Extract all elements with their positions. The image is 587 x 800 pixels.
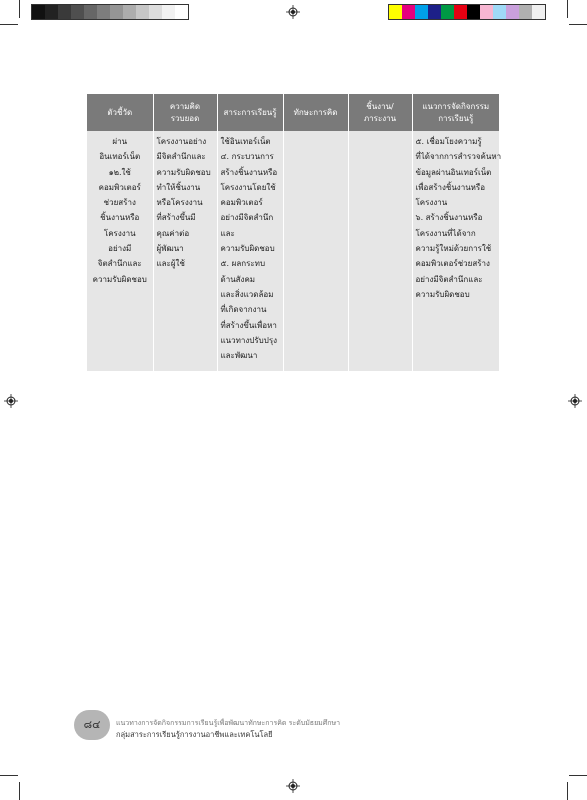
grayscale-registration-bar xyxy=(31,4,189,20)
cell-line: มีจิตสำนึกและ xyxy=(156,152,206,162)
cell-line: ใช้อินเทอร์เน็ต xyxy=(220,137,271,146)
color-swatch xyxy=(441,5,454,19)
grayscale-swatch xyxy=(149,5,162,19)
header-activities xyxy=(412,94,499,131)
grayscale-swatch xyxy=(97,5,110,19)
cell-line: ๑๒.ใช้ xyxy=(108,167,131,177)
color-swatch xyxy=(389,5,402,19)
cell-line: ที่สร้างขึ้นเพื่อหา xyxy=(220,320,277,330)
cell-line: ที่เกิดจากงาน xyxy=(220,305,267,315)
registration-mark-left-icon xyxy=(4,394,18,408)
cell-line: ๕. ผลกระทบ xyxy=(220,259,266,269)
color-swatch xyxy=(519,5,532,19)
grayscale-swatch xyxy=(136,5,149,19)
cell-line: ความรู้ใหม่ด้วยการใช้ xyxy=(415,244,492,254)
cell-line: คอมพิวเตอร์ช่วยสร้าง xyxy=(415,259,490,269)
cell-line: ความรับผิดชอบ xyxy=(220,244,275,254)
cell-line: ช่วยสร้าง xyxy=(103,198,136,208)
color-swatch xyxy=(454,5,467,19)
cell-line: ๖. สร้างชิ้นงานหรือ xyxy=(415,213,483,223)
cell-line: ชิ้นงานหรือ xyxy=(100,213,140,223)
header-content xyxy=(217,94,283,131)
cell-line: โครงงาน xyxy=(103,228,136,238)
cell-line: คอมพิวเตอร์ xyxy=(220,198,263,208)
color-swatch xyxy=(480,5,493,19)
cell-line: ๕. เชื่อมโยงความรู้ xyxy=(415,137,482,146)
cell-line: จิตสำนึกและ xyxy=(97,259,142,269)
cell-line: ด้านสังคม xyxy=(220,274,256,284)
cell-line: อย่างมี xyxy=(108,244,132,254)
grayscale-swatch xyxy=(84,5,97,19)
cell-line: แนวทางปรับปรุง xyxy=(220,335,278,345)
cell-line: ทักษะการคิด xyxy=(293,107,338,117)
grayscale-swatch xyxy=(45,5,58,19)
cell-line: ผ่าน xyxy=(112,137,128,146)
cell-line: โครงงานอย่าง xyxy=(156,137,207,146)
grayscale-swatch xyxy=(32,5,45,19)
cell-line: ความคิด xyxy=(169,101,201,111)
cell-line: ที่สร้างขึ้นมี xyxy=(156,213,196,223)
grayscale-swatch xyxy=(110,5,123,19)
crop-mark xyxy=(567,782,568,800)
cell-line: ๔. กระบวนการ xyxy=(220,152,274,162)
crop-mark xyxy=(0,24,18,25)
color-swatch xyxy=(493,5,506,19)
cell-concept xyxy=(153,131,217,371)
header-indicator xyxy=(87,94,153,131)
color-registration-bar xyxy=(388,4,546,20)
cell-line: การเรียนรู้ xyxy=(438,113,474,123)
crop-mark xyxy=(0,775,18,776)
cell-line: โครงงานที่ได้จาก xyxy=(415,228,476,238)
registration-mark-top-icon xyxy=(286,5,300,19)
cell-line: อย่างมีจิตสำนึก xyxy=(220,213,274,223)
cell-line: แนวการจัดกิจกรรม xyxy=(422,101,490,111)
color-swatch xyxy=(532,5,545,19)
crop-mark xyxy=(19,0,20,18)
cell-line: และผู้ใช้ xyxy=(156,259,185,269)
cell-line: อย่างมีจิตสำนึกและ xyxy=(415,274,483,284)
table-header-row xyxy=(87,94,499,131)
cell-line: อินเทอร์เน็ต xyxy=(99,152,141,162)
cell-line: ทำให้ชิ้นงาน xyxy=(156,182,201,192)
cell-line: และ xyxy=(220,228,235,238)
cell-line: ภาระงาน xyxy=(363,113,397,123)
cell-line: ความรับผิดชอบ xyxy=(92,274,147,284)
cell-line: ชิ้นงาน/ xyxy=(366,101,394,111)
cell-line: ผู้พัฒนา xyxy=(156,244,184,254)
cell-line: เพื่อสร้างชิ้นงานหรือ xyxy=(415,182,486,192)
cell-line: ข้อมูลผ่านอินเทอร์เน็ต xyxy=(415,167,492,177)
cell-line: ความรับผิดชอบ xyxy=(156,167,211,177)
cell-content xyxy=(217,131,283,371)
crop-mark xyxy=(567,0,568,18)
page-number: ๘๔ xyxy=(83,718,101,731)
curriculum-table xyxy=(87,94,502,371)
cell-line: ความรับผิดชอบ xyxy=(415,289,470,299)
crop-mark xyxy=(569,24,587,25)
crop-mark xyxy=(19,782,20,800)
footer-book-title: แนวทางการจัดกิจกรรมการเรียนรู้เพื่อพัฒนาทักษะการคิด ระดับมัธยมศึกษา xyxy=(116,719,341,727)
color-swatch xyxy=(428,5,441,19)
cell-line: โครงงาน xyxy=(415,198,448,208)
cell-line: โครงงานโดยใช้ xyxy=(220,182,276,192)
header-thinking-skills xyxy=(283,94,348,131)
color-swatch xyxy=(402,5,415,19)
grayscale-swatch xyxy=(162,5,175,19)
grayscale-swatch xyxy=(123,5,136,19)
footer-subject-group: กลุ่มสาระการเรียนรู้การงานอาชีพและเทคโนโลยี xyxy=(116,730,273,739)
cell-thinking-skills xyxy=(283,131,348,371)
color-swatch xyxy=(467,5,480,19)
cell-line: ตัวชี้วัด xyxy=(107,107,133,117)
cell-tasks xyxy=(348,131,412,371)
registration-mark-bottom-icon xyxy=(286,779,300,793)
cell-line: ที่ได้จากการสำรวจค้นหา xyxy=(415,152,502,162)
cell-line: สาระการเรียนรู้ xyxy=(223,107,277,117)
cell-line: คอมพิวเตอร์ xyxy=(98,182,141,192)
grayscale-swatch xyxy=(71,5,84,19)
cell-line: และสิ่งแวดล้อม xyxy=(220,289,274,299)
color-swatch xyxy=(506,5,519,19)
grayscale-swatch xyxy=(58,5,71,19)
registration-mark-right-icon xyxy=(568,394,582,408)
cell-line: สร้างชิ้นงานหรือ xyxy=(220,167,278,177)
grayscale-swatch xyxy=(175,5,188,19)
cell-line: หรือโครงงาน xyxy=(156,198,203,208)
cell-activities xyxy=(412,131,502,371)
crop-mark xyxy=(569,775,587,776)
table-row xyxy=(87,131,499,371)
cell-line: คุณค่าต่อ xyxy=(156,228,190,238)
header-tasks xyxy=(348,94,412,131)
cell-indicator xyxy=(87,131,153,371)
color-swatch xyxy=(415,5,428,19)
cell-line: และพัฒนา xyxy=(220,351,258,361)
cell-line: รวบยอด xyxy=(170,113,200,123)
header-concept xyxy=(153,94,217,131)
